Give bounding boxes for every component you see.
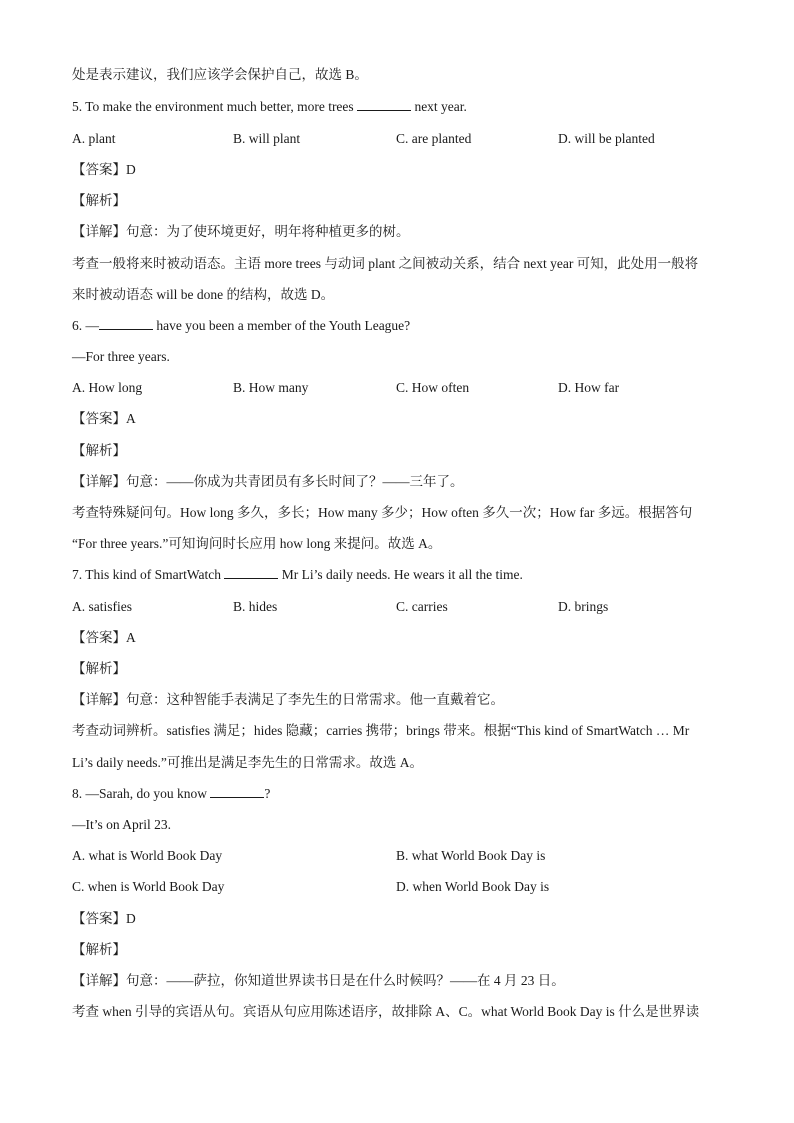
q6-explanation-1: 考查特殊疑问句。How long 多久，多长；How many 多少；How often 多久一次；How far 多远。根据答句 [72, 505, 693, 520]
q6-stem-end: have you been a member of the Youth League? [156, 318, 411, 333]
q7-explanation-2: Li’s daily needs.”可推出是满足李先生的日常需求。故选 A。 [72, 755, 423, 770]
q7-stem [72, 564, 724, 586]
q7-option-a: A. satisfies [72, 599, 132, 614]
q5-analysis-label: 【解析】 [72, 193, 126, 208]
q8-options-row-2 [72, 876, 724, 898]
q7-option-d: D. brings [558, 599, 609, 614]
q6-detail: 【详解】句意：——你成为共青团员有多长时间了？——三年了。 [72, 474, 464, 489]
q8-option-b: B. what World Book Day is [396, 848, 546, 863]
q5-stem-start: 5. To make the environment much better, more trees [72, 99, 354, 114]
q7-option-b: B. hides [233, 599, 278, 614]
q6-option-d: D. How far [558, 380, 620, 395]
q6-option-a: A. How long [72, 380, 143, 395]
q5-explanation-1: 考查一般将来时被动语态。主语 more trees 与动词 plant 之间被动关系，结合 next year 可知，此处用一般将 [72, 256, 699, 271]
q6-stem-start: 6. — [72, 318, 99, 333]
q8-stem-start: 8. —Sarah, do you know [72, 786, 207, 801]
q8-stem-end: ? [264, 786, 271, 801]
q6-option-b: B. How many [233, 380, 309, 395]
q8-blank [210, 783, 264, 798]
q6-analysis-label: 【解析】 [72, 443, 126, 458]
q7-option-c: C. carries [396, 599, 448, 614]
q5-option-d: D. will be planted [558, 131, 655, 146]
q8-reply: —It’s on April 23. [72, 817, 172, 832]
q7-blank [224, 564, 278, 579]
q8-explanation-1: 考查 when 引导的宾语从句。宾语从句应用陈述语序，故排除 A、C。what World Book Day is 什么是世界读 [72, 1004, 700, 1019]
q6-reply: —For three years. [72, 349, 170, 364]
q6-options [72, 377, 724, 399]
q5-answer: 【答案】D [72, 162, 136, 177]
q8-option-d: D. when World Book Day is [396, 879, 550, 894]
q7-stem-end: Mr Li’s daily needs. He wears it all the time. [281, 567, 523, 582]
q7-stem-start: 7. This kind of SmartWatch [72, 567, 222, 582]
q8-analysis-label: 【解析】 [72, 942, 126, 957]
q8-option-a: A. what is World Book Day [72, 848, 223, 863]
q5-detail: 【详解】句意：为了使环境更好，明年将种植更多的树。 [72, 224, 410, 239]
q7-options [72, 596, 724, 618]
q7-detail: 【详解】句意：这种智能手表满足了李先生的日常需求。他一直戴着它。 [72, 692, 504, 707]
q5-option-c: C. are planted [396, 131, 472, 146]
q6-option-c: C. How often [396, 380, 470, 395]
q8-answer: 【答案】D [72, 911, 136, 926]
q5-option-b: B. will plant [233, 131, 301, 146]
q5-option-a: A. plant [72, 131, 116, 146]
q6-blank [99, 315, 153, 330]
q6-answer: 【答案】A [72, 411, 136, 426]
q5-blank [357, 96, 411, 111]
q7-analysis-label: 【解析】 [72, 661, 126, 676]
q7-answer: 【答案】A [72, 630, 136, 645]
q8-detail: 【详解】句意：——萨拉，你知道世界读书日是在什么时候吗？——在 4 月 23 日。 [72, 973, 565, 988]
q8-stem [72, 783, 724, 805]
q8-option-c: C. when is World Book Day [72, 879, 225, 894]
intro-text: 处是表示建议，我们应该学会保护自己，故选 B。 [72, 67, 368, 82]
q5-explanation-2: 来时被动语态 will be done 的结构，故选 D。 [72, 287, 335, 302]
q5-stem-end: next year. [414, 99, 467, 114]
q5-stem [72, 96, 724, 118]
q6-stem [72, 315, 724, 337]
q5-options [72, 128, 724, 150]
q7-explanation-1: 考查动词辨析。satisfies 满足；hides 隐藏；carries 携带；brings 带来。根据“This kind of SmartWatch … Mr [72, 723, 690, 738]
q8-options-row-1 [72, 845, 724, 867]
q6-explanation-2: “For three years.”可知询问时长应用 how long 来提问。故选 A。 [72, 536, 442, 551]
